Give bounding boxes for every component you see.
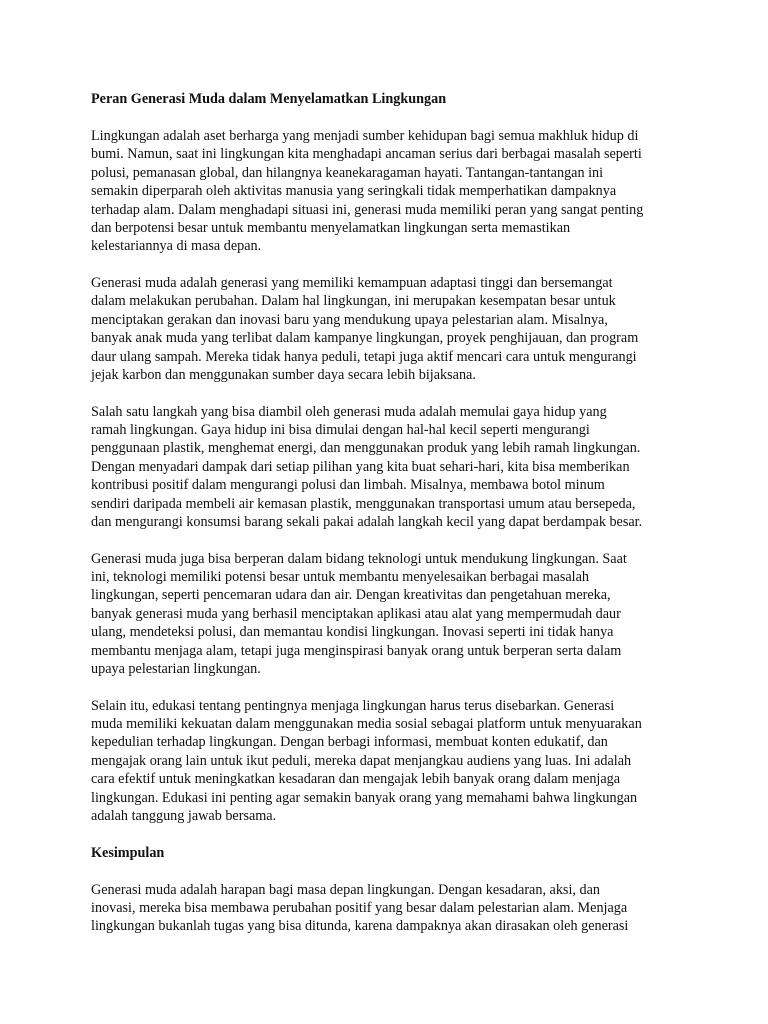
paragraph-1: Lingkungan adalah aset berharga yang menjadi sumber kehidupan bagi semua makhluk hidup di bumi. Namun, saat ini lingkungan kita menghadapi ancaman serius dari berbagai masalah seperti polusi, pemanasan global, dan hilangnya keanekaragaman hayati. Tantangan-tantangan ini semakin diperparah oleh aktivitas manusia yang seringkali tidak memperhatikan dampaknya terhadap alam. Dalam menghadapi situasi ini, generasi muda memiliki peran yang sangat penting dan berpotensi besar untuk membantu menyelamatkan lingkungan serta memastikan kelestariannya di masa depan. [91, 127, 644, 255]
paragraph-4: Generasi muda juga bisa berperan dalam bidang teknologi untuk mendukung lingkungan. Saat ini, teknologi memiliki potensi besar untuk membantu menyelesaikan berbagai masalah lingkungan, seperti pencemaran udara dan air. Dengan kreativitas dan pengetahuan mereka, banyak generasi muda yang berhasil menciptakan aplikasi atau alat yang mempermudah daur ulang, mendeteksi polusi, dan memantau kondisi lingkungan. Inovasi seperti ini tidak hanya membantu menjaga alam, tetapi juga menginspirasi banyak orang untuk berperan serta dalam upaya pelestarian lingkungan. [91, 550, 627, 678]
conclusion-paragraph: Generasi muda adalah harapan bagi masa depan lingkungan. Dengan kesadaran, aksi, dan inovasi, mereka bisa membawa perubahan positif yang besar dalam pelestarian alam. Menjaga lingkungan bukanlah tugas yang bisa ditunda, karena dampaknya akan dirasakan oleh generasi [91, 881, 629, 935]
paragraph-2: Generasi muda adalah generasi yang memiliki kemampuan adaptasi tinggi dan bersemangat dalam melakukan perubahan. Dalam hal lingkungan, ini merupakan kesempatan besar untuk menciptakan gerakan dan inovasi baru yang mendukung upaya pelestarian alam. Misalnya, banyak anak muda yang terlibat dalam kampanye lingkungan, proyek penghijauan, dan program daur ulang sampah. Mereka tidak hanya peduli, tetapi juga aktif mencari cara untuk mengurangi jejak karbon dan menggunakan sumber daya secara lebih bijaksana. [91, 274, 639, 383]
paragraph-3: Salah satu langkah yang bisa diambil oleh generasi muda adalah memulai gaya hidup yang ramah lingkungan. Gaya hidup ini bisa dimulai dengan hal-hal kecil seperti mengurangi penggunaan plastik, menghemat energi, dan menggunakan produk yang lebih ramah lingkungan. Dengan menyadari dampak dari setiap pilihan yang kita buat sehari-hari, kita bisa memberikan kontribusi positif dalam mengurangi polusi dan limbah. Misalnya, membawa botol minum sendiri daripada membeli air kemasan plastik, menggunakan transportasi umum atau bersepeda, dan mengurangi konsumsi barang sekali pakai adalah langkah kecil yang dapat berdampak besar. [91, 403, 643, 530]
paragraph-5: Selain itu, edukasi tentang pentingnya menjaga lingkungan harus terus disebarkan. Generasi muda memiliki kekuatan dalam menggunakan media sosial sebagai platform untuk menyuarakan kepedulian terhadap lingkungan. Dengan berbagi informasi, membuat konten edukatif, dan mengajak orang lain untuk ikut peduli, mereka dapat menjangkau audiens yang luas. Ini adalah cara efektif untuk meningkatkan kesadaran dan mengajak lebih banyak orang dalam menjaga lingkungan. Edukasi ini penting agar semakin banyak orang yang memahami bahwa lingkungan adalah tanggung jawab bersama. [91, 697, 642, 825]
document-title: Peran Generasi Muda dalam Menyelamatkan Lingkungan [91, 91, 447, 107]
conclusion-heading: Kesimpulan [91, 844, 165, 861]
document-body [91, 90, 681, 954]
